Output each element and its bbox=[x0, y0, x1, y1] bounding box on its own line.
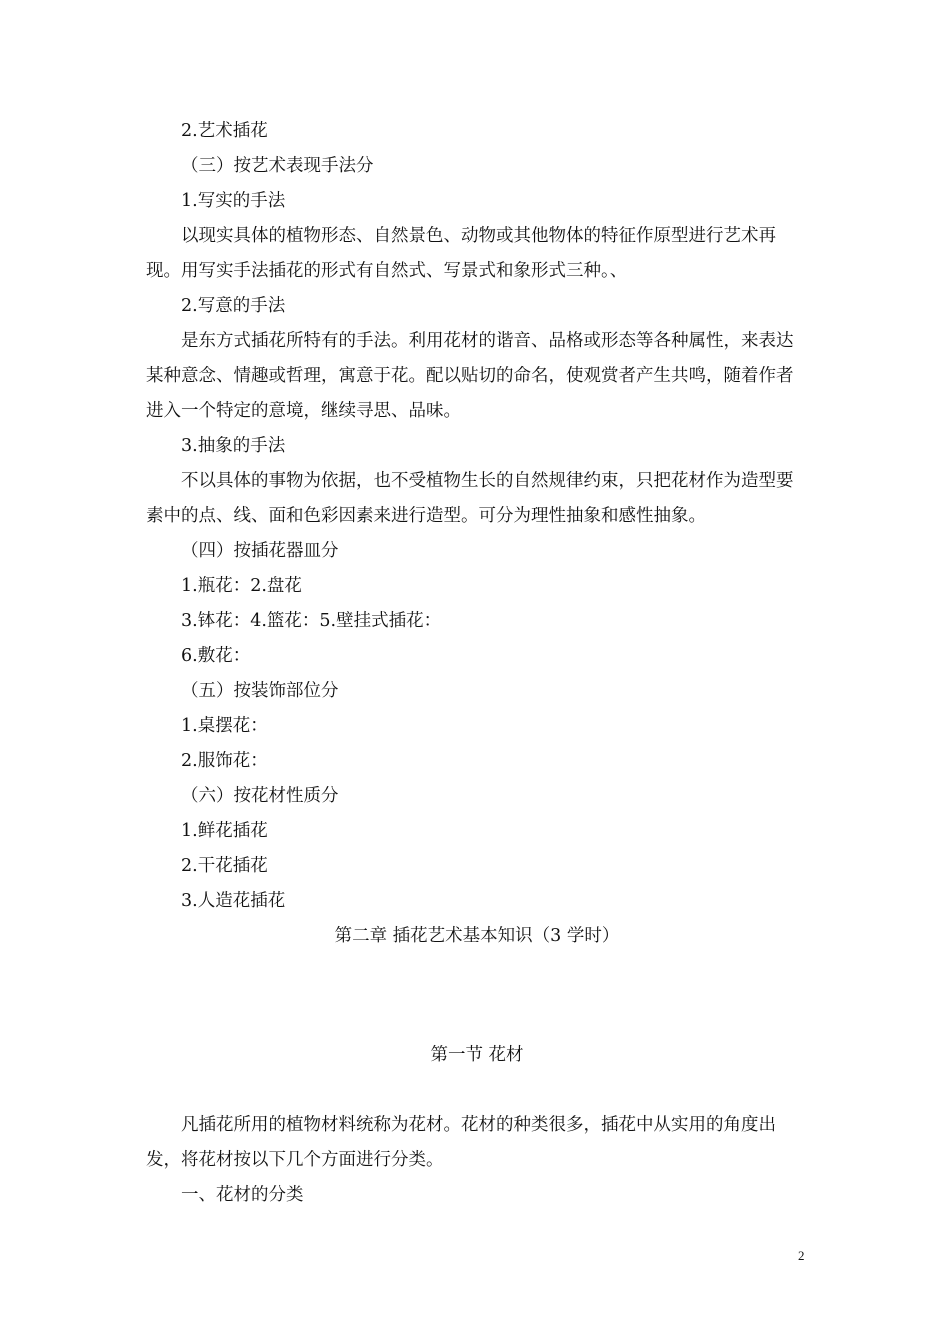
paragraph: 是东方式插花所特有的手法。利用花材的谐音、品格或形态等各种属性，来表达某种意念、情趣或哲理，寓意于花。配以贴切的命名，使观赏者产生共鸣，随着作者进入一个特定的意境，继续寻思、品味。 bbox=[146, 331, 794, 421]
paragraph: 1.鲜花插花 bbox=[181, 821, 268, 841]
paragraph: 6.敷花： bbox=[181, 646, 251, 666]
paragraph: （四）按插花器皿分 bbox=[181, 541, 339, 561]
paragraph: 不以具体的事物为依据，也不受植物生长的自然规律约束，只把花材作为造型要素中的点、线、面和色彩因素来进行造型。可分为理性抽象和感性抽象。 bbox=[146, 471, 794, 526]
paragraph: 1.写实的手法 bbox=[181, 191, 286, 211]
paragraph: 以现实具体的植物形态、自然景色、动物或其他物体的特征作原型进行艺术再现。用写实手法插花的形式有自然式、写景式和象形式三种。、 bbox=[146, 226, 776, 281]
paragraph: （五）按装饰部位分 bbox=[181, 681, 339, 701]
paragraph: （六）按花材性质分 bbox=[181, 786, 339, 806]
body-text bbox=[146, 114, 808, 1213]
paragraph: 2.艺术插花 bbox=[181, 121, 268, 141]
paragraph: 1.桌摆花： bbox=[181, 716, 268, 736]
section-paragraph: 凡插花所用的植物材料统称为花材。花材的种类很多，插花中从实用的角度出发，将花材按以下几个方面进行分类。 bbox=[146, 1115, 776, 1170]
paragraph: 2.干花插花 bbox=[181, 856, 268, 876]
section-paragraph: 一、花材的分类 bbox=[181, 1185, 304, 1205]
paragraph: 2.服饰花： bbox=[181, 751, 268, 771]
paragraph: （三）按艺术表现手法分 bbox=[181, 156, 374, 176]
spacer bbox=[146, 954, 808, 1038]
paragraph: 3.钵花：4.篮花：5.壁挂式插花： bbox=[181, 611, 442, 631]
paragraph: 3.抽象的手法 bbox=[181, 436, 286, 456]
paragraph: 1.瓶花：2.盘花 bbox=[181, 576, 302, 596]
paragraph: 2.写意的手法 bbox=[181, 296, 286, 316]
section-title: 第一节 花材 bbox=[430, 1045, 524, 1065]
paragraph: 3.人造花插花 bbox=[181, 891, 286, 911]
spacer bbox=[146, 1073, 808, 1108]
chapter-title: 第二章 插花艺术基本知识（3 学时） bbox=[334, 926, 620, 946]
page-number: 2 bbox=[798, 1248, 805, 1263]
